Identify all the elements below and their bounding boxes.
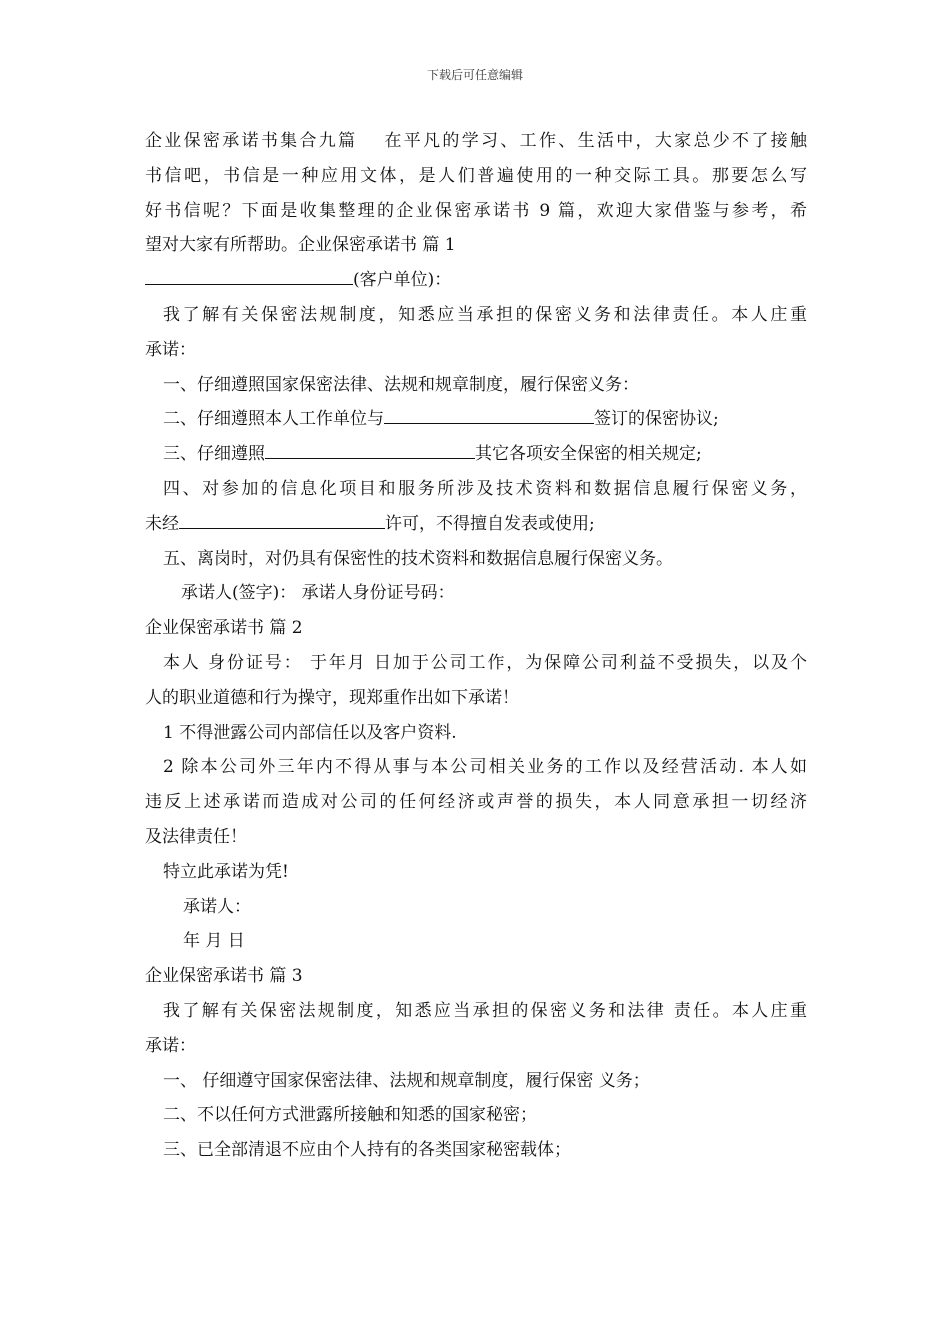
- promise-paragraph: 承诺：: [145, 339, 196, 360]
- promise-item: [145, 507, 807, 542]
- intro-line: 望对大家有所帮助。企业保密承诺书 篇 1: [145, 235, 456, 256]
- item-text: 签订的保密协议;: [594, 409, 719, 430]
- promise-item: 四、对参加的信息化项目和服务所涉及技术资料和数据信息履行保密义务，: [163, 478, 807, 499]
- section-title: 企业保密承诺书 篇 3: [145, 966, 303, 987]
- item-text: 未经: [145, 513, 179, 534]
- promise-item: 及法律责任！: [145, 826, 247, 847]
- promise-item: [145, 437, 807, 472]
- promise-paragraph: 我了解有关保密法规制度，知悉应当承担的保密义务和法律责任。本人庄重: [163, 304, 807, 325]
- closing-line: 特立此承诺为凭!: [163, 861, 289, 882]
- blank-field: [179, 510, 385, 529]
- client-unit-line: [145, 263, 807, 298]
- promise-item: 一、 仔细遵守国家保密法律、法规和规章制度，履行保密 义务；: [163, 1070, 650, 1091]
- paragraph-line: 人的职业道德和行为操守，现郑重作出如下承诺！: [145, 687, 519, 708]
- client-unit-label: (客户单位)：: [353, 270, 452, 291]
- paragraph-line: 本人 身份证号： 于年月 日加于公司工作，为保障公司利益不受损失，以及个: [163, 652, 807, 673]
- promise-item: 三、已全部清退不应由个人持有的各类国家秘密载体；: [163, 1140, 571, 1161]
- promise-item: 违反上述承诺而造成对公司的任何经济或声誉的损失，本人同意承担一切经济: [145, 792, 807, 813]
- blank-field: [145, 266, 353, 285]
- promise-item: [145, 402, 807, 437]
- promise-item: 2 除本公司外三年内不得从事与本公司相关业务的工作以及经营活动. 本人如: [163, 757, 807, 778]
- document-body: [145, 124, 807, 1168]
- paragraph-line: 我了解有关保密法规制度，知悉应当承担的保密义务和法律 责任。本人庄重: [163, 1000, 807, 1021]
- item-text: 许可，不得擅自发表或使用;: [385, 513, 595, 534]
- paragraph-line: 承诺：: [145, 1035, 196, 1056]
- date-line: 年 月 日: [183, 931, 245, 952]
- promise-item: 一、仔细遵照国家保密法律、法规和规章制度，履行保密义务：: [163, 374, 639, 395]
- signer-line: 承诺人：: [183, 896, 251, 917]
- promise-item: 五、离岗时，对仍具有保密性的技术资料和数据信息履行保密义务。: [163, 548, 673, 569]
- intro-line: 企业保密承诺书集合九篇 在平凡的学习、工作、生活中，大家总少不了接触: [145, 131, 807, 151]
- item-text: 其它各项安全保密的相关规定;: [475, 444, 702, 465]
- signature-line: 承诺人(签字)： 承诺人身份证号码：: [181, 583, 455, 604]
- item-text: 三、仔细遵照: [163, 444, 265, 465]
- intro-line: 好书信呢？下面是收集整理的企业保密承诺书 9 篇，欢迎大家借鉴与参考，希: [145, 200, 807, 221]
- blank-field: [384, 405, 594, 424]
- section-title: 企业保密承诺书 篇 2: [145, 618, 303, 639]
- intro-line: 书信吧，书信是一种应用文体，是人们普遍使用的一种交际工具。那要怎么写: [145, 165, 807, 186]
- blank-field: [265, 440, 475, 459]
- promise-item: 1 不得泄露公司内部信任以及客户资料.: [163, 722, 457, 743]
- page-header: 下载后可任意编辑: [426, 68, 523, 82]
- item-text: 二、仔细遵照本人工作单位与: [163, 409, 384, 430]
- promise-item: 二、不以任何方式泄露所接触和知悉的国家秘密；: [163, 1105, 537, 1126]
